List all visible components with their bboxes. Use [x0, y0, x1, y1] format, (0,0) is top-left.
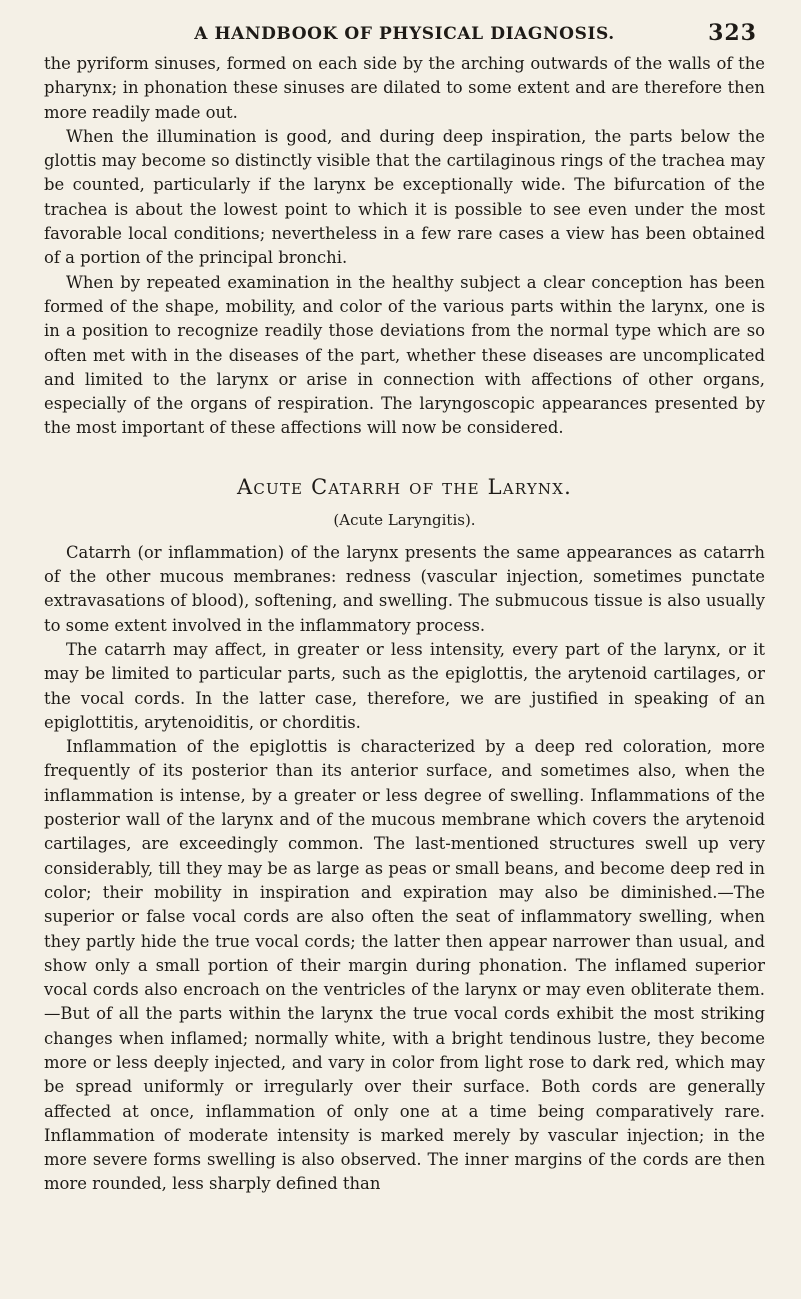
page-number: 323 [708, 20, 757, 46]
section-subheading: (Acute Laryngitis). [333, 510, 476, 529]
paragraph: The catarrh may affect, in greater or less intensity, every part of the larynx, or it may be limited to particular parts, such as the epiglottis, the arytenoid cartilages, or the vocal cords. In the latter case, therefore, we are justified in speaking of an epiglottitis, arytenoiditis, or chorditis. [44, 639, 765, 732]
body-text [44, 52, 765, 1197]
section-heading: Acute Catarrh of the Larynx. [236, 474, 573, 499]
running-title: A HANDBOOK OF PHYSICAL DIAGNOSIS. [194, 24, 615, 44]
paragraph: the pyriform sinuses, formed on each side by the arching outwards of the walls of the pharynx; in phonation these sinuses are dilated to some extent and are therefore then more readily made out. [44, 54, 765, 122]
paragraph: When the illumination is good, and during deep inspiration, the parts below the glottis may become so distinctly visible that the cartilaginous rings of the trachea may be counted, particularly if the larynx be exceptionally wide. The bifurcation of the trachea is about the lowest point to which it is possible to see even under the most favorable local conditions; nevertheless in a few rare cases a view has been obtained of a portion of the principal bronchi. [44, 126, 765, 268]
running-header [44, 20, 765, 50]
paragraph: When by repeated examination in the healthy subject a clear conception has been formed of the shape, mobility, and color of the various parts within the larynx, one is in a position to recognize readily those deviations from the normal type which are so often met with in the diseases of the part, whether these diseases are uncomplicated and limited to the larynx or arise in connection with affections of other organs, especially of the organs of respiration. The laryngoscopic appearances presented by the most important of these affections will now be considered. [44, 272, 765, 438]
paragraph: Catarrh (or inflammation) of the larynx presents the same appearances as catarrh of the other mucous membranes: redness (vascular injection, sometimes punctate extravasations of blood), softening, and swelling. The submucous tissue is also usually to some extent involved in the inflammatory process. [44, 542, 765, 635]
paragraph: Inflammation of the epiglottis is characterized by a deep red coloration, more frequently of its posterior than its anterior surface, and sometimes also, when the inflammation is intense, by a greater or less degree of swelling. Inflammations of the posterior wall of the larynx and of the mucous membrane which covers the arytenoid cartilages, are exceedingly common. The last-mentioned structures swell up very considerably, till they may be as large as peas or small beans, and become deep red in color; their mobility in inspiration and expiration may also be diminished.—The superior or false vocal cords are also often the seat of inflammatory swelling, when they partly hide the true vocal cords; the latter then appear narrower than usual, and show only a small portion of their margin during phonation. The inflamed superior vocal cords also encroach on the ventricles of the larynx or may even obliterate them.—But of all the parts within the larynx the true vocal cords exhibit the most striking changes when inflamed; normally white, with a bright tendinous lustre, they become more or less deeply injected, and vary in color from light rose to dark red, which may be spread uniformly or irregularly over their surface. Both cords are generally affected at once, inflammation of only one at a time being comparatively rare. Inflammation of moderate intensity is marked merely by vascular injection; in the more severe forms swelling is also observed. The inner margins of the cords are then more rounded, less sharply defined than [44, 737, 765, 1194]
